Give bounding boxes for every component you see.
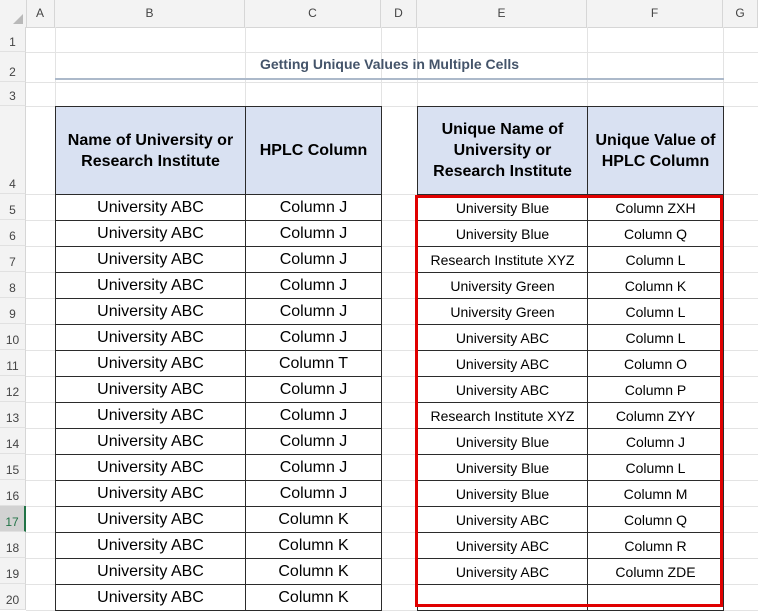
left_table-cell[interactable]: University ABC bbox=[55, 376, 246, 403]
right_table-cell[interactable]: Column P bbox=[587, 376, 724, 403]
row-header-6[interactable]: 6 bbox=[0, 220, 26, 246]
left_table-cell[interactable]: Column J bbox=[245, 402, 382, 429]
left_table-cell[interactable]: University ABC bbox=[55, 272, 246, 299]
left_table-header-2[interactable]: HPLC Column bbox=[245, 106, 382, 195]
left_table-header-1[interactable]: Name of University or Research Institute bbox=[55, 106, 246, 195]
left_table-cell[interactable]: University ABC bbox=[55, 220, 246, 247]
right_table-header-2[interactable]: Unique Value of HPLC Column bbox=[587, 106, 724, 195]
right_table-cell[interactable] bbox=[417, 584, 588, 611]
select-all-corner[interactable] bbox=[0, 0, 27, 27]
right_table-cell[interactable]: Column M bbox=[587, 480, 724, 507]
row-header-12[interactable]: 12 bbox=[0, 376, 26, 402]
right_table-cell[interactable] bbox=[587, 584, 724, 611]
right_table-cell[interactable]: Column ZYY bbox=[587, 402, 724, 429]
right_table-cell[interactable]: University Blue bbox=[417, 480, 588, 507]
left_table-cell[interactable]: Column J bbox=[245, 480, 382, 507]
gridline-horizontal bbox=[26, 82, 758, 83]
column-header-f[interactable]: F bbox=[587, 0, 723, 27]
left_table-cell[interactable]: Column J bbox=[245, 194, 382, 221]
left_table-cell[interactable]: Column T bbox=[245, 350, 382, 377]
right_table-cell[interactable]: University ABC bbox=[417, 350, 588, 377]
right_table-cell[interactable]: University ABC bbox=[417, 506, 588, 533]
row-header-14[interactable]: 14 bbox=[0, 428, 26, 454]
row-header-3[interactable]: 3 bbox=[0, 82, 26, 106]
row-header-9[interactable]: 9 bbox=[0, 298, 26, 324]
right_table-cell[interactable]: Research Institute XYZ bbox=[417, 402, 588, 429]
left_table-cell[interactable]: University ABC bbox=[55, 350, 246, 377]
right_table-cell[interactable]: Column Q bbox=[587, 220, 724, 247]
column-header-a[interactable]: A bbox=[26, 0, 55, 27]
left_table-cell[interactable]: Column J bbox=[245, 246, 382, 273]
left_table-cell[interactable]: University ABC bbox=[55, 324, 246, 351]
left_table-cell[interactable]: University ABC bbox=[55, 532, 246, 559]
row-header-8[interactable]: 8 bbox=[0, 272, 26, 298]
right_table-cell[interactable]: Column L bbox=[587, 298, 724, 325]
column-header-e[interactable]: E bbox=[417, 0, 587, 27]
left_table-cell[interactable]: University ABC bbox=[55, 402, 246, 429]
left_table-cell[interactable]: Column J bbox=[245, 324, 382, 351]
right_table-cell[interactable]: University ABC bbox=[417, 324, 588, 351]
right_table-cell[interactable]: University ABC bbox=[417, 558, 588, 585]
right_table-cell[interactable]: Column K bbox=[587, 272, 724, 299]
left_table-cell[interactable]: University ABC bbox=[55, 480, 246, 507]
right_table-cell[interactable]: Column ZDE bbox=[587, 558, 724, 585]
left_table-cell[interactable]: Column K bbox=[245, 506, 382, 533]
right_table-cell[interactable]: University ABC bbox=[417, 376, 588, 403]
row-header-7[interactable]: 7 bbox=[0, 246, 26, 272]
left_table-cell[interactable]: Column J bbox=[245, 454, 382, 481]
right_table-cell[interactable]: University Blue bbox=[417, 454, 588, 481]
left_table-cell[interactable]: Column K bbox=[245, 558, 382, 585]
row-header-16[interactable]: 16 bbox=[0, 480, 26, 506]
left_table-cell[interactable]: Column J bbox=[245, 272, 382, 299]
right_table-cell[interactable]: University ABC bbox=[417, 532, 588, 559]
right_table-cell[interactable]: University Blue bbox=[417, 428, 588, 455]
left_table-cell[interactable]: University ABC bbox=[55, 558, 246, 585]
right_table-cell[interactable]: Column L bbox=[587, 246, 724, 273]
right_table-cell[interactable]: University Green bbox=[417, 298, 588, 325]
row-header-1[interactable]: 1 bbox=[0, 27, 26, 52]
left_table-cell[interactable]: University ABC bbox=[55, 584, 246, 611]
left_table-cell[interactable]: Column K bbox=[245, 584, 382, 611]
right_table-header-1[interactable]: Unique Name of University or Research Institute bbox=[417, 106, 588, 195]
row-header-11[interactable]: 11 bbox=[0, 350, 26, 376]
left_table-cell[interactable]: University ABC bbox=[55, 454, 246, 481]
row-header-20[interactable]: 20 bbox=[0, 584, 26, 610]
row-header-4[interactable]: 4 bbox=[0, 106, 26, 194]
left_table-cell[interactable]: Column J bbox=[245, 298, 382, 325]
left_table-cell[interactable]: University ABC bbox=[55, 246, 246, 273]
row-header-15[interactable]: 15 bbox=[0, 454, 26, 480]
left_table-cell[interactable]: Column J bbox=[245, 428, 382, 455]
right_table-cell[interactable]: Column O bbox=[587, 350, 724, 377]
select-all-icon bbox=[13, 14, 23, 24]
right_table-cell[interactable]: Column L bbox=[587, 324, 724, 351]
row-header-5[interactable]: 5 bbox=[0, 194, 26, 220]
column-header-b[interactable]: B bbox=[55, 0, 245, 27]
right_table-cell[interactable]: Column R bbox=[587, 532, 724, 559]
left_table-cell[interactable]: Column J bbox=[245, 376, 382, 403]
right_table-cell[interactable]: University Blue bbox=[417, 194, 588, 221]
row-header-10[interactable]: 10 bbox=[0, 324, 26, 350]
left_table-cell[interactable]: University ABC bbox=[55, 298, 246, 325]
left_table-cell[interactable]: University ABC bbox=[55, 428, 246, 455]
row-header-18[interactable]: 18 bbox=[0, 532, 26, 558]
row-header-13[interactable]: 13 bbox=[0, 402, 26, 428]
column-header-g[interactable]: G bbox=[723, 0, 758, 27]
left_table-cell[interactable]: Column K bbox=[245, 532, 382, 559]
sheet-title[interactable]: Getting Unique Values in Multiple Cells bbox=[259, 56, 520, 72]
row-header-17[interactable]: 17 bbox=[0, 506, 26, 532]
column-header-c[interactable]: C bbox=[245, 0, 381, 27]
row-header-19[interactable]: 19 bbox=[0, 558, 26, 584]
right_table-cell[interactable]: University Blue bbox=[417, 220, 588, 247]
right_table-cell[interactable]: Research Institute XYZ bbox=[417, 246, 588, 273]
row-header-2[interactable]: 2 bbox=[0, 52, 26, 82]
gridline-horizontal bbox=[26, 52, 758, 53]
left_table-cell[interactable]: University ABC bbox=[55, 194, 246, 221]
right_table-cell[interactable]: Column ZXH bbox=[587, 194, 724, 221]
column-header-d[interactable]: D bbox=[381, 0, 417, 27]
right_table-cell[interactable]: University Green bbox=[417, 272, 588, 299]
title-underline bbox=[55, 78, 724, 80]
right_table-cell[interactable]: Column Q bbox=[587, 506, 724, 533]
right_table-cell[interactable]: Column J bbox=[587, 428, 724, 455]
left_table-cell[interactable]: Column J bbox=[245, 220, 382, 247]
left_table-cell[interactable]: University ABC bbox=[55, 506, 246, 533]
right_table-cell[interactable]: Column L bbox=[587, 454, 724, 481]
